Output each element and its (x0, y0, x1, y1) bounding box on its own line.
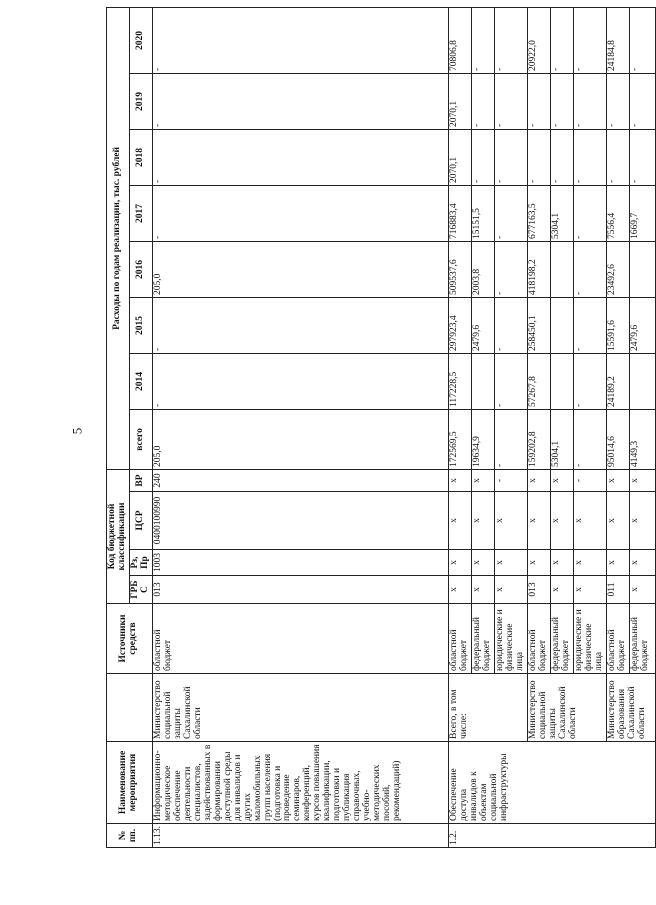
row-executor: Министерство социальной защиты Сахалинской области (527, 674, 606, 742)
row-vr: х (471, 469, 494, 491)
row-year-value: - (494, 241, 527, 297)
row-year-value: - (494, 129, 527, 185)
row-vr: х (527, 469, 550, 491)
page-number: 5 (69, 427, 85, 435)
header-code-group: Код бюджетной классификации (107, 469, 130, 603)
row-source: юридические и физические лица (573, 604, 606, 674)
row-year-value (629, 353, 655, 409)
header-grbs: ГРБС (129, 576, 152, 604)
row-year-value: - (573, 185, 606, 241)
row-source: федеральный бюджет (550, 604, 573, 674)
row-total: 95014,6 (606, 409, 629, 469)
header-name: Наименование мероприятия (107, 742, 153, 824)
row-year-value (550, 241, 573, 297)
row-grbs: 013 (527, 576, 550, 604)
row-year-value: 2003,8 (471, 241, 494, 297)
row-year-value: - (152, 73, 448, 129)
row-year-value: 2479,6 (471, 297, 494, 353)
row-year-value: - (494, 353, 527, 409)
header-expenses-group: Расходы по годам реализации, тыс. рублей (107, 7, 130, 469)
header-year: 2016 (129, 241, 152, 297)
row-year-value: - (152, 185, 448, 241)
row-grbs: х (494, 576, 527, 604)
table-row (152, 7, 448, 847)
row-total: 205,0 (152, 409, 448, 469)
header-no: № пп. (107, 824, 153, 848)
row-total: 172569,5 (448, 409, 471, 469)
row-rzpr: х (629, 550, 655, 576)
row-year-value: - (152, 297, 448, 353)
row-rzpr: х (573, 550, 606, 576)
header-year: 2017 (129, 185, 152, 241)
rotated-table-wrapper (106, 8, 650, 848)
row-year-value: - (152, 353, 448, 409)
row-year-value: 418198,2 (527, 241, 550, 297)
row-year-value: 23492,6 (606, 241, 629, 297)
row-year-value: 1669,7 (629, 185, 655, 241)
row-total: 5304,1 (550, 409, 573, 469)
row-number: 1.2. (448, 824, 655, 848)
row-year-value: - (494, 185, 527, 241)
row-year-value: - (471, 73, 494, 129)
row-grbs: х (448, 576, 471, 604)
row-year-value (550, 353, 573, 409)
row-source: областной бюджет (606, 604, 629, 674)
row-year-value: 20922,0 (527, 7, 550, 73)
row-rzpr: х (606, 550, 629, 576)
row-csr: х (629, 492, 655, 550)
row-executor: Министерство образования Сахалинской области (606, 674, 655, 742)
row-csr: х (494, 492, 527, 550)
row-csr: 0400100990 (152, 492, 448, 550)
row-source: федеральный бюджет (629, 604, 655, 674)
row-vr: х (629, 469, 655, 491)
header-rzpr: Рз, Пр (129, 550, 152, 576)
row-vr: - (573, 469, 606, 491)
row-executor: Всего, в том числе: (448, 674, 527, 742)
row-year-value: - (550, 7, 573, 73)
row-name: Обеспечение доступа инвалидов к объектам социальной инфраструктуры (448, 742, 655, 824)
budget-table (106, 7, 656, 848)
row-year-value: 5304,1 (550, 185, 573, 241)
row-rzpr: х (494, 550, 527, 576)
row-year-value: - (629, 73, 655, 129)
row-rzpr: 1003 (152, 550, 448, 576)
row-executor: Министерство социальной защиты Сахалинской области (152, 674, 448, 742)
row-csr: х (550, 492, 573, 550)
header-total: всего (129, 409, 152, 469)
row-year-value: - (573, 297, 606, 353)
header-source: Источники средств (107, 604, 153, 674)
row-year-value (550, 297, 573, 353)
row-year-value: - (629, 129, 655, 185)
row-grbs: х (573, 576, 606, 604)
header-executor (107, 674, 153, 742)
row-year-value: 57267,8 (527, 353, 550, 409)
row-total: 19634,9 (471, 409, 494, 469)
row-csr: х (448, 492, 471, 550)
row-vr: - (494, 469, 527, 491)
row-rzpr: х (550, 550, 573, 576)
row-year-value: - (527, 73, 550, 129)
row-year-value: - (606, 129, 629, 185)
row-source: областной бюджет (527, 604, 550, 674)
row-year-value (629, 241, 655, 297)
header-csr: ЦСР (129, 492, 152, 550)
row-year-value: 7556,4 (606, 185, 629, 241)
row-source: федеральный бюджет (471, 604, 494, 674)
table-row (527, 7, 550, 847)
header-year: 2018 (129, 129, 152, 185)
row-year-value: 297923,4 (448, 297, 471, 353)
row-grbs: х (471, 576, 494, 604)
row-year-value: - (471, 129, 494, 185)
row-source: областной бюджет (448, 604, 471, 674)
row-year-value: 117228,5 (448, 353, 471, 409)
row-year-value: 205,0 (152, 241, 448, 297)
row-year-value: - (550, 129, 573, 185)
row-year-value: 509537,6 (448, 241, 471, 297)
row-year-value: - (573, 73, 606, 129)
row-rzpr: х (448, 550, 471, 576)
header-year: 2019 (129, 73, 152, 129)
row-source: юридические и физические лица (494, 604, 527, 674)
row-vr: х (550, 469, 573, 491)
table-row (606, 7, 629, 847)
row-rzpr: х (471, 550, 494, 576)
row-grbs: х (550, 576, 573, 604)
row-year-value: 2070,1 (448, 129, 471, 185)
row-name: Информационно-методическое обеспечение деятельности специалистов, задействованных в формировании доступной среды для инвалидов и других маломобильных групп населения (подготовка и проведение семинаров, конференций, курсов повышения квалификации, подготовки и публикация справочных, учебно-методических пособий, рекомендаций) (152, 742, 448, 824)
row-year-value: 258450,1 (527, 297, 550, 353)
row-rzpr: х (527, 550, 550, 576)
row-year-value: - (152, 7, 448, 73)
header-year: 2020 (129, 7, 152, 73)
header-year: 2015 (129, 297, 152, 353)
row-total: - (573, 409, 606, 469)
row-year-value: 2479,6 (629, 297, 655, 353)
row-year-value: 24184,8 (606, 7, 629, 73)
row-year-value: - (494, 297, 527, 353)
row-year-value: - (573, 241, 606, 297)
row-vr: 240 (152, 469, 448, 491)
row-year-value: - (494, 73, 527, 129)
row-total: 4149,3 (629, 409, 655, 469)
row-vr: х (606, 469, 629, 491)
row-year-value: - (550, 73, 573, 129)
row-grbs: 013 (152, 576, 448, 604)
row-year-value: - (573, 353, 606, 409)
row-year-value: 70806,8 (448, 7, 471, 73)
row-year-value: 2070,1 (448, 73, 471, 129)
row-grbs: х (629, 576, 655, 604)
row-total: 159202,8 (527, 409, 550, 469)
header-year: 2014 (129, 353, 152, 409)
row-grbs: 011 (606, 576, 629, 604)
row-year-value: - (629, 7, 655, 73)
row-year-value: - (152, 129, 448, 185)
row-year-value: - (573, 7, 606, 73)
row-year-value: - (471, 7, 494, 73)
row-year-value: - (606, 73, 629, 129)
row-year-value: - (494, 7, 527, 73)
row-year-value: 24189,2 (606, 353, 629, 409)
row-year-value: 677163,5 (527, 185, 550, 241)
row-vr: х (448, 469, 471, 491)
row-source: областной бюджет (152, 604, 448, 674)
row-csr: х (606, 492, 629, 550)
row-total: - (494, 409, 527, 469)
row-csr: х (471, 492, 494, 550)
header-vr: ВР (129, 469, 152, 491)
row-csr: х (573, 492, 606, 550)
row-number: 1.13. (152, 824, 448, 848)
table-row (448, 7, 471, 847)
row-year-value (471, 353, 494, 409)
row-year-value: 15591,6 (606, 297, 629, 353)
row-year-value: 15151,5 (471, 185, 494, 241)
row-year-value: - (527, 129, 550, 185)
row-year-value: - (573, 129, 606, 185)
row-csr: х (527, 492, 550, 550)
row-year-value: 716883,4 (448, 185, 471, 241)
